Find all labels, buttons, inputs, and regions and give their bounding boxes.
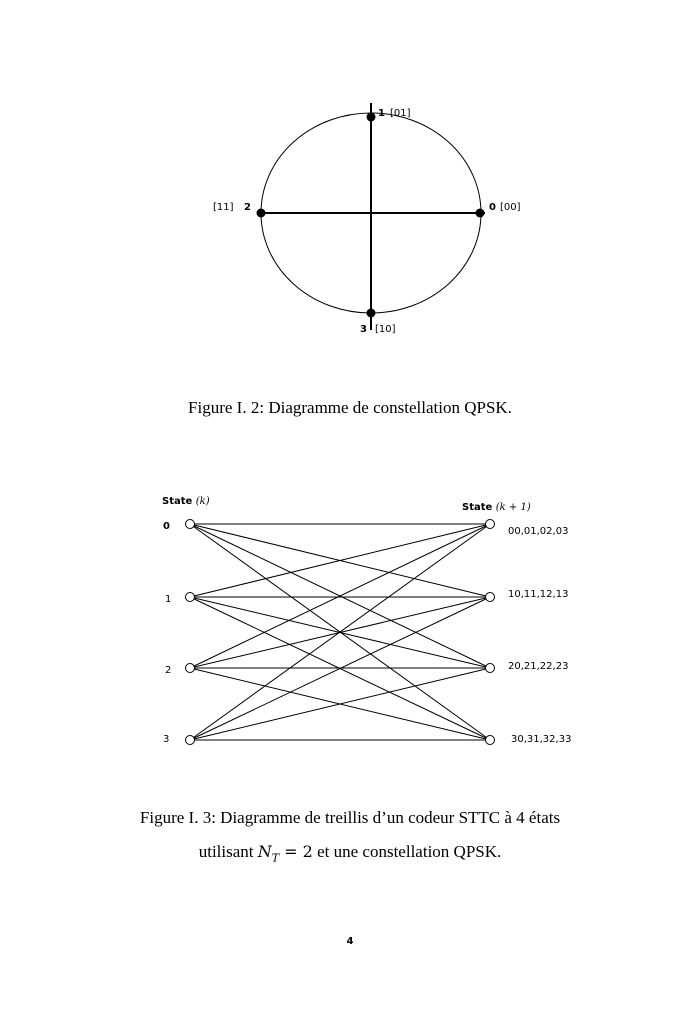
figure-2-caption: Figure I. 2: Diagramme de constellation QPSK. — [188, 398, 512, 417]
point-3-symbol: 3 — [360, 324, 367, 335]
point-2-symbol: 2 — [244, 202, 251, 213]
left-state-node-3 — [186, 736, 195, 745]
right-label-3: 30,31,32,33 — [511, 734, 572, 745]
left-state-0: 0 — [163, 521, 170, 532]
constellation-point-3 — [367, 309, 376, 318]
point-1-bits: [01] — [390, 108, 411, 119]
point-0-symbol: 0 — [489, 202, 496, 213]
right-state-node-2 — [486, 664, 495, 673]
caption-math-sub: T — [271, 851, 280, 865]
page-number: 4 — [346, 936, 354, 947]
point-2-bits: [11] — [213, 202, 234, 213]
caption-math-var: N — [257, 842, 272, 861]
left-state-node-2 — [186, 664, 195, 673]
right-state-node-0 — [486, 520, 495, 529]
caption-text-post: et une constellation QPSK. — [312, 842, 502, 861]
left-state-1: 1 — [165, 594, 172, 605]
right-state-node-1 — [486, 593, 495, 602]
trellis-diagram — [0, 480, 700, 780]
right-state-node-3 — [486, 736, 495, 745]
figure-3-caption-line2 — [0, 842, 700, 864]
constellation-point-0 — [476, 209, 485, 218]
caption-text-pre: utilisant — [198, 842, 258, 861]
constellation-diagram — [0, 0, 700, 380]
right-label-0: 00,01,02,03 — [508, 526, 569, 537]
right-header: State (k + 1) — [462, 502, 531, 513]
point-3-bits: [10] — [375, 324, 396, 335]
left-state-2: 2 — [165, 665, 172, 676]
right-label-1: 10,11,12,13 — [508, 589, 569, 600]
constellation-point-1 — [367, 113, 376, 122]
figure-3-caption-line1: Figure I. 3: Diagramme de treillis d’un codeur STTC à 4 états — [139, 808, 561, 827]
caption-math-eq: = 2 — [279, 842, 313, 861]
point-1-symbol: 1 — [378, 108, 385, 119]
constellation-point-2 — [257, 209, 266, 218]
point-0-bits: [00] — [500, 202, 521, 213]
left-state-3: 3 — [163, 734, 170, 745]
left-header: State (k) — [162, 496, 210, 507]
right-label-2: 20,21,22,23 — [508, 661, 569, 672]
left-state-node-0 — [186, 520, 195, 529]
left-state-node-1 — [186, 593, 195, 602]
